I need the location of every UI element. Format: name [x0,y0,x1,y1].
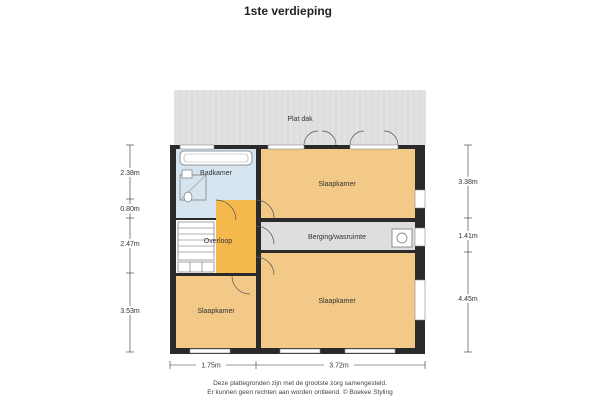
toilet-icon [184,192,192,202]
storage-label: Berging/wasruimte [308,234,366,241]
bathtub-icon [180,151,252,165]
landing-floor [216,200,256,274]
right-dimension-line [464,145,472,352]
disclaimer-line-1: Deze plattegronden zijn met de grootste zorg samengesteld. [213,380,387,387]
dim-right-3: 4.45m [458,296,478,303]
dim-right-2: 1.41m [458,233,478,240]
dim-right-1: 3.38m [458,179,478,186]
landing-label: Overloop [203,238,233,245]
dim-left-4: 3.53m [120,308,140,315]
dim-left-2: 0.80m [120,206,140,213]
washing-machine-icon [392,229,412,247]
disclaimer-line-2: Er kunnen geen rechten aan worden ontleend. © Boekee Styling [207,389,393,396]
bathroom-label: Badkamer [200,170,232,177]
bedroom-top-label: Slaapkamer [318,181,356,188]
sink-icon [182,170,192,178]
dim-left-3: 2.47m [120,241,140,248]
dim-bottom-2: 3.72m [329,362,349,370]
stairwell-floor [176,219,216,274]
bedroom-left-label: Slaapkamer [197,308,235,315]
dim-left-1: 2.38m [120,170,140,177]
roof-label: Plat dak [287,116,313,123]
dim-bottom-1: 1.75m [201,362,221,370]
bedroom-bottom-label: Slaapkamer [318,298,356,305]
floor-title: 1ste verdieping [243,4,333,18]
